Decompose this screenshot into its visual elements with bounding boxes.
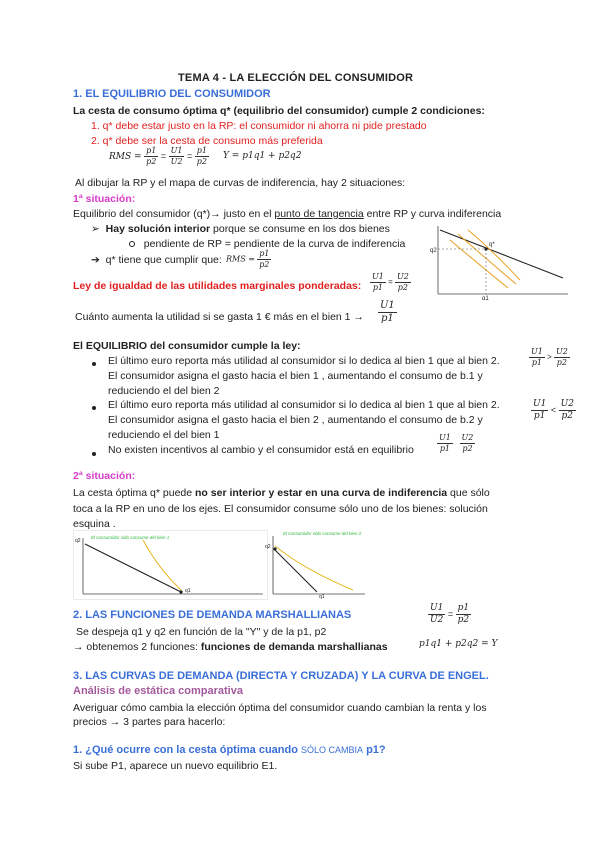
utility-fraction: $\frac{U1}{p1}$ xyxy=(380,300,395,324)
optimal-basket-intro: La cesta de consumo óptima q* (equilibrio del consumidor) cumple 2 condiciones: xyxy=(73,105,485,117)
section-3-subheading: Análisis de estática comparativa xyxy=(73,685,243,697)
q-condition-item: ➔ q* tiene que cumplir que: xyxy=(91,254,222,266)
situation-2-line-1: La cesta óptima q* puede no ser interior y estar en una curva de indiferencia que sólo xyxy=(73,487,490,499)
situation-2-line-2: toca a la RP en uno de los ejes. El consumidor consume sólo uno de los bienes: solución xyxy=(73,503,488,515)
indifference-curve-2 xyxy=(468,230,520,280)
inequality-lt: $\frac{U1}{p1}$ < $\frac{U2}{p2}$ xyxy=(533,399,574,421)
situation-2-title: 2ª situación: xyxy=(73,470,136,482)
equilibrium-bullet-3: No existen incentivos al cambio y el consumidor está en equilibrio xyxy=(108,444,414,456)
equilibrium-title: El EQUILIBRIO del consumidor cumple la ley: xyxy=(73,340,301,352)
svg-text:q1: q1 xyxy=(319,594,325,600)
bullet-icon xyxy=(92,358,96,370)
marshallian-ratio: $\frac{U1}{U2}$ = $\frac{p1}{p2}$ xyxy=(430,603,470,625)
q-condition-formula: RMS = $\frac{p1}{p2}$ xyxy=(226,249,270,269)
law-formula: $\frac{U1}{p1}$ = $\frac{U2}{p2}$ xyxy=(372,272,409,292)
tangency-label: q* xyxy=(489,242,495,248)
svg-text:q2: q2 xyxy=(430,248,437,254)
page-title: TEMA 4 - LA ELECCIÓN DEL CONSUMIDOR xyxy=(178,72,414,84)
situations-text: Al dibujar la RP y el mapa de curvas de indiferencia, hay 2 situaciones: xyxy=(75,177,406,189)
corner-solution-graph-1 xyxy=(73,530,268,600)
condition-1: 1. q* debe estar justo en la RP: el consumidor ni ahorra ni pide prestado xyxy=(91,120,427,132)
indifference-curve-3 xyxy=(450,240,508,288)
svg-text:q2: q2 xyxy=(75,538,81,544)
section-1-heading: 1. EL EQUILIBRIO DEL CONSUMIDOR xyxy=(73,88,271,100)
graph-note: El consumidor sólo consume del bien 2 xyxy=(283,531,362,536)
section-3-line-2: precios → 3 partes para hacerlo: xyxy=(73,716,226,728)
situation-1-title: 1ª situación: xyxy=(73,193,136,205)
tangency-point xyxy=(484,247,487,250)
arrow-right-icon: ➔ xyxy=(91,254,100,266)
graph-note: El consumidor sólo consume del bien 1 xyxy=(91,535,170,540)
interior-solution-item: ➢ Hay solución interior porque se consume en los dos bienes xyxy=(91,223,390,235)
equilibrium-bullet-1: El último euro reporta más utilidad al consumidor si lo dedica al bien 1 que al bien 2. El consumidor asigna el gasto hacia el bien 1 , aumentando el consumo de b.1 y reduciendo el del bien 2 xyxy=(108,355,500,397)
question-1: 1. ¿Qué ocurre con la cesta óptima cuando SÓLO CAMBIA p1? xyxy=(73,744,386,756)
budget-formula: Y = p1q1 + p2q2 xyxy=(223,151,302,161)
rms-formula: RMS = $\frac{p1}{p2}$ = $\frac{U1}{U2}$ = $\frac{p1}{p2}$ xyxy=(109,146,207,166)
corner-point xyxy=(273,547,276,550)
section-3-line-1: Averiguar cómo cambia la elección óptima del consumidor cuando cambian la renta y los xyxy=(73,702,487,714)
condition-2: 2. q* debe ser la cesta de consumo más preferida xyxy=(91,135,323,147)
section-3-heading: 3. LAS CURVAS DE DEMANDA (DIRECTA Y CRUZADA) Y LA CURVA DE ENGEL. xyxy=(73,670,489,682)
equality-formula: $\frac{U1}{p1}$ $\frac{U2}{p2}$ xyxy=(439,433,474,453)
tangency-graph xyxy=(428,222,573,300)
svg-text:q2: q2 xyxy=(265,544,271,550)
svg-text:q1: q1 xyxy=(185,588,191,594)
law-title: Ley de igualdad de las utilidades marginales ponderadas: xyxy=(73,280,362,292)
section-2-heading: 2. LAS FUNCIONES DE DEMANDA MARSHALLIANAS xyxy=(73,609,352,621)
corner-point xyxy=(179,590,182,593)
marshallian-budget: p1q1 + p2q2 = Y xyxy=(419,639,498,649)
inequality-gt: $\frac{U1}{p1}$ > $\frac{U2}{p2}$ xyxy=(531,347,568,367)
situation-1-text: Equilibrio del consumidor (q*)→ justo en el punto de tangencia entre RP y curva indiferencia xyxy=(73,208,502,220)
question-1-answer: Si sube P1, aparece un nuevo equilibrio E1. xyxy=(73,760,278,772)
section-2-line-2: → obtenemos 2 funciones: funciones de demanda marshallianas xyxy=(73,641,388,653)
bullet-icon xyxy=(92,448,96,460)
budget-line xyxy=(440,230,563,278)
situation-2-line-3: esquina . xyxy=(73,518,116,530)
budget-line xyxy=(85,544,181,592)
arrowhead-icon: ➢ xyxy=(91,223,100,235)
circle-bullet-icon xyxy=(129,241,135,247)
section-2-line-1: Se despeja q1 y q2 en función de la "Y" y de la p1, p2 xyxy=(76,626,327,638)
bullet-icon xyxy=(92,402,96,414)
rms-label: RMS = xyxy=(109,151,142,162)
svg-text:q1: q1 xyxy=(482,296,489,300)
corner-solution-graph-2 xyxy=(265,528,370,600)
indifference-curve-1 xyxy=(458,234,516,284)
utility-text: Cuánto aumenta la utilidad si se gasta 1 € más en el bien 1 → xyxy=(75,311,364,323)
budget-line xyxy=(275,550,317,592)
indifference-curve xyxy=(275,546,353,590)
slope-equality-item: pendiente de RP = pendiente de la curva de indiferencia xyxy=(129,238,405,250)
equilibrium-bullet-2: El último euro reporta más utilidad al consumidor si lo dedica al bien 1 que al bien 2. El consumidor asigna el gasto hacia el bien 2 , aumentando el consumo de b.2 y reduciendo el del bien 1 xyxy=(108,399,500,441)
